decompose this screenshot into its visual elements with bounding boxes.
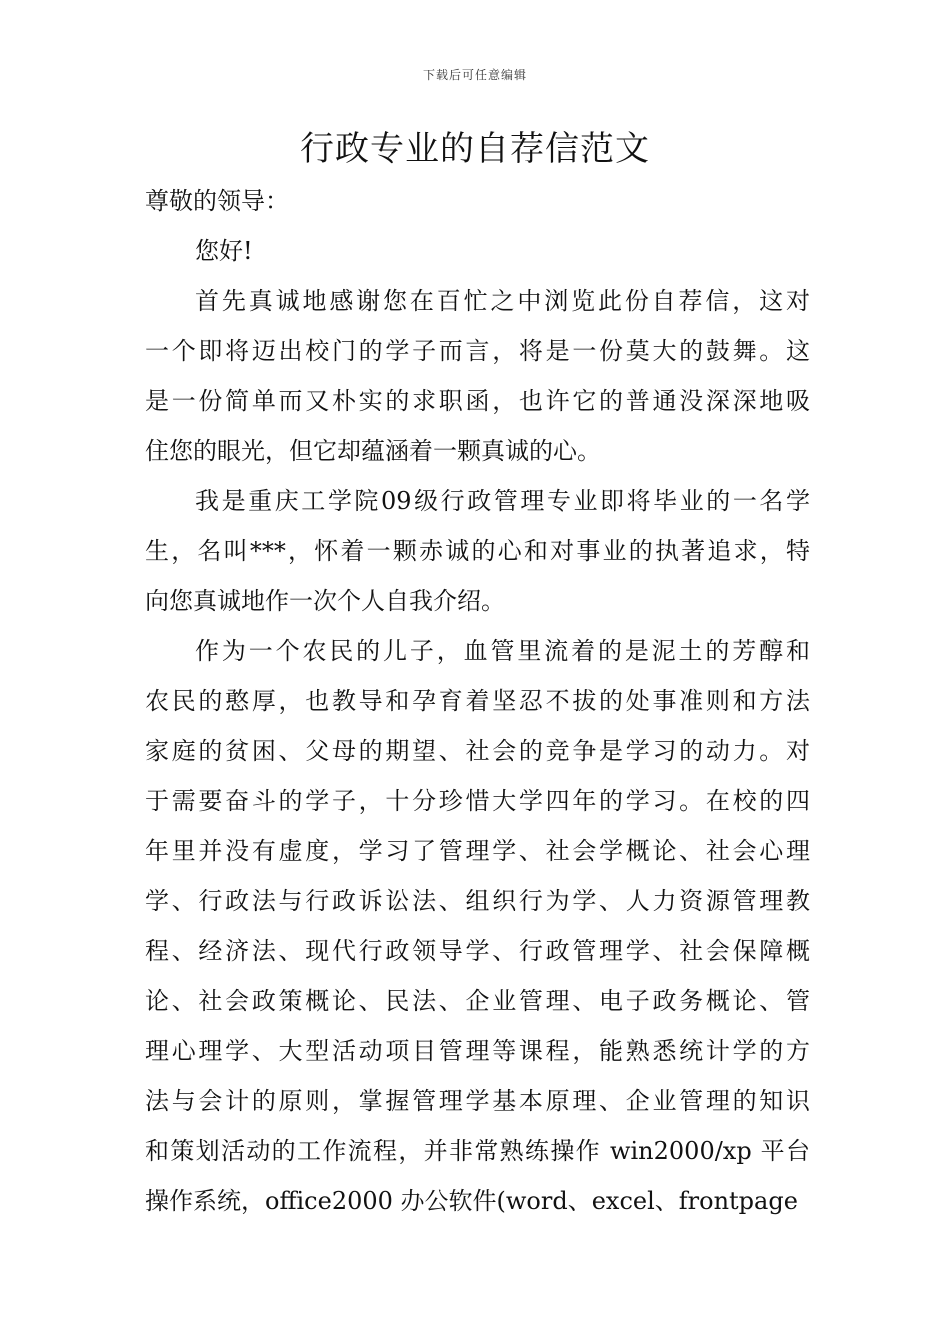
paragraph-line: 程、经济法、现代行政领导学、行政管理学、社会保障概 xyxy=(145,937,810,965)
paragraph-line: 年里并没有虚度，学习了管理学、社会学概论、社会心理 xyxy=(145,837,810,865)
greeting: 您好! xyxy=(195,237,253,265)
paragraph-line: 理心理学、大型活动项目管理等课程，能熟悉统计学的方 xyxy=(145,1037,810,1065)
paragraph-line: 农民的憨厚，也教导和孕育着坚忍不拔的处事准则和方法 xyxy=(145,687,810,715)
paragraph-line: 作为一个农民的儿子，血管里流着的是泥土的芳醇和 xyxy=(195,637,810,665)
paragraph-line: 我是重庆工学院09级行政管理专业即将毕业的一名学 xyxy=(195,487,810,515)
paragraph-line: 向您真诚地作一次个人自我介绍。 xyxy=(145,587,505,615)
paragraph-line: 首先真诚地感谢您在百忙之中浏览此份自荐信，这对 xyxy=(195,287,810,315)
paragraph xyxy=(145,626,810,1226)
paragraph-line: 学、行政法与行政诉讼法、组织行为学、人力资源管理教 xyxy=(145,887,810,915)
page-title: 行政专业的自荐信范文 xyxy=(300,129,650,169)
salutation: 尊敬的领导： xyxy=(145,187,289,215)
paragraph-line: 操作系统，office2000 办公软件(word、excel、frontpage xyxy=(145,1187,798,1215)
paragraph-line: 是一份简单而又朴实的求职函，也许它的普通没深深地吸 xyxy=(145,387,810,415)
paragraph xyxy=(145,276,810,476)
paragraph-line: 一个即将迈出校门的学子而言，将是一份莫大的鼓舞。这 xyxy=(145,337,810,365)
paragraph-line: 住您的眼光，但它却蕴涵着一颗真诚的心。 xyxy=(145,437,601,465)
paragraph-line: 和策划活动的工作流程，并非常熟练操作 win2000/xp 平台 xyxy=(145,1137,810,1165)
letter-body xyxy=(145,176,810,1226)
paragraph-line: 法与会计的原则，掌握管理学基本原理、企业管理的知识 xyxy=(145,1087,810,1115)
header-note: 下载后可任意编辑 xyxy=(422,68,527,82)
paragraph-line: 论、社会政策概论、民法、企业管理、电子政务概论、管 xyxy=(145,987,810,1015)
paragraph-line: 家庭的贫困、父母的期望、社会的竞争是学习的动力。对 xyxy=(145,737,810,765)
paragraph-line: 于需要奋斗的学子，十分珍惜大学四年的学习。在校的四 xyxy=(145,787,810,815)
paragraph-line: 生，名叫***，怀着一颗赤诚的心和对事业的执著追求，特 xyxy=(145,537,810,565)
paragraph xyxy=(145,476,810,626)
